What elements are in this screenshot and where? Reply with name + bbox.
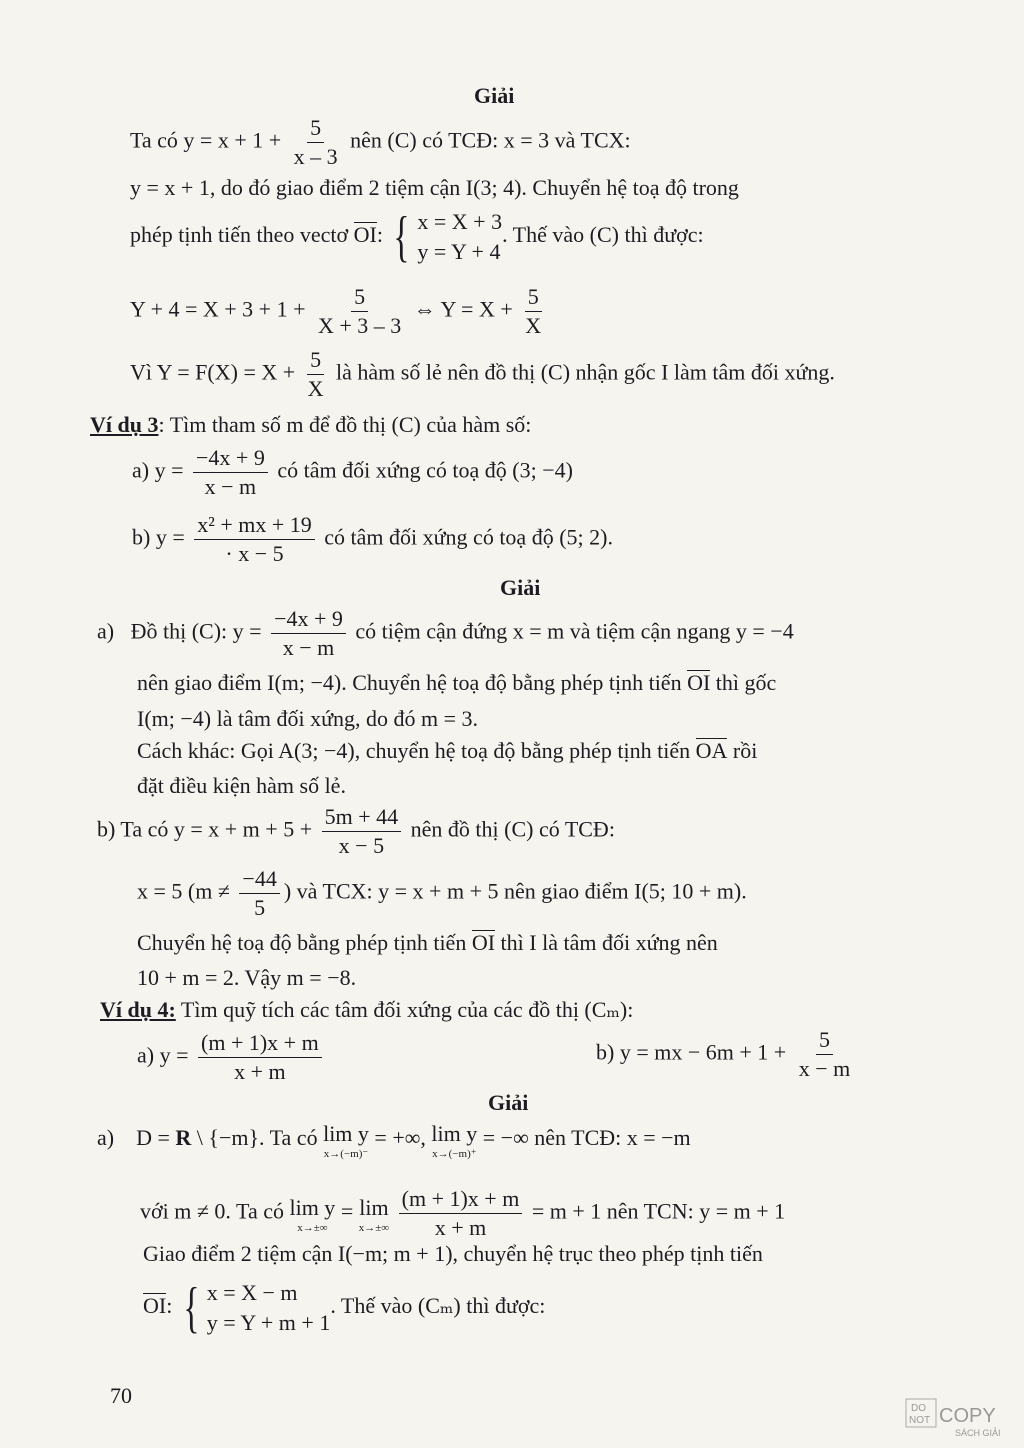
fraction (522, 284, 544, 339)
text: = −∞ nên TCĐ: x = −m (482, 1125, 691, 1151)
numerator: 5 (816, 1027, 833, 1055)
fraction (291, 115, 341, 170)
text-line (140, 1186, 785, 1241)
text: : Tìm tham số m để đồ thị (C) của hàm số: (158, 412, 532, 437)
text-line: Giao điểm 2 tiệm cận I(−m; m + 1), chuyển hệ trục theo phép tịnh tiến (143, 1241, 763, 1266)
item-label: a) (97, 1125, 115, 1151)
numerator: 5 (351, 284, 368, 312)
text-line (130, 347, 835, 402)
limit (289, 1194, 335, 1234)
text: . Thế vào (Cₘ) thì được: (330, 1293, 546, 1319)
watermark-logo-icon (905, 1398, 1005, 1440)
text: phép tịnh tiến theo vectơ (130, 222, 349, 248)
text-line (132, 445, 573, 500)
numerator: (m + 1)x + m (198, 1030, 322, 1058)
text: Y + 4 = X + 3 + 1 + (130, 296, 306, 322)
example-label: Ví dụ 3 (90, 412, 159, 437)
solution-heading: Giải (500, 575, 541, 600)
text: Chuyển hệ toạ độ bằng phép tịnh tiến (137, 930, 467, 955)
fraction (399, 1186, 523, 1241)
vector-oa: OA (695, 738, 728, 763)
text: rồi (732, 738, 758, 763)
text-line (137, 1030, 326, 1085)
watermark-text: SÁCH GIẢI (955, 1428, 1001, 1438)
text: = (340, 1198, 354, 1224)
text: a) y = (132, 457, 184, 483)
text: . Thế vào (C) thì được: (502, 222, 704, 248)
page-number: 70 (110, 1383, 132, 1408)
limit-subscript: x→±∞ (358, 1221, 390, 1234)
denominator: X (307, 376, 324, 401)
vector-oi: OI (353, 222, 377, 248)
system-row: x = X + 3 (417, 209, 503, 234)
text-line: I(m; −4) là tâm đối xứng, do đó m = 3. (137, 706, 479, 731)
denominator: x − 5 (338, 833, 385, 858)
denominator: X (525, 313, 542, 338)
example-4 (100, 996, 633, 1024)
text: Tìm quỹ tích các tâm đối xứng của các đồ thị (Cₘ): (180, 997, 634, 1022)
text: với m ≠ 0. Ta có (140, 1198, 284, 1224)
watermark-text: DO (911, 1403, 926, 1414)
text: có tâm đối xứng có toạ độ (5; 2). (324, 524, 613, 550)
fraction (198, 1030, 322, 1085)
text: có tiệm cận đứng x = m và tiệm cận ngang y = −4 (355, 618, 794, 644)
brace-icon: { (393, 206, 410, 268)
vector-oi: OI (687, 670, 711, 695)
fraction (239, 866, 279, 921)
equation-system (178, 1278, 330, 1338)
real-set-symbol: R (175, 1125, 192, 1151)
numerator: −4x + 9 (271, 606, 346, 634)
example-3 (90, 411, 531, 439)
text: Cách khác: Gọi A(3; −4), chuyển hệ toạ độ bằng phép tịnh tiến (137, 738, 691, 763)
system-row: y = Y + m + 1 (206, 1310, 331, 1335)
text: Đồ thị (C): y = (130, 618, 262, 644)
limit-subscript: x→±∞ (297, 1221, 328, 1234)
equation-system (388, 207, 502, 267)
limit-word: lim y (323, 1121, 369, 1146)
numerator: 5 (307, 115, 324, 143)
text-line (130, 115, 631, 170)
text: b) y = mx − 6m + 1 + (596, 1039, 787, 1065)
watermark-text: COPY (939, 1405, 996, 1427)
fraction (322, 804, 402, 859)
text-line (132, 512, 613, 567)
text: thì I là tâm đối xứng nên (500, 930, 718, 955)
text: x = 5 (m ≠ (137, 878, 230, 904)
numerator: −4x + 9 (193, 445, 268, 473)
text-line (130, 284, 548, 339)
brace-icon: { (183, 1277, 200, 1339)
do-not-copy-watermark (905, 1398, 1005, 1440)
vector-oi: OI (471, 930, 496, 955)
text: là hàm số lẻ nên đồ thị (C) nhận gốc I làm tâm đối xứng. (336, 359, 835, 385)
text: nên đồ thị (C) có TCĐ: (410, 816, 615, 842)
limit (323, 1120, 369, 1160)
vector-oi: OI (143, 1293, 167, 1319)
limit (359, 1194, 389, 1234)
item-label: a) (97, 618, 115, 644)
text: nên (C) có TCĐ: x = 3 và TCX: (350, 127, 631, 153)
text: b) Ta có y = x + m + 5 + (97, 816, 313, 842)
text-line (143, 1278, 545, 1338)
fraction (796, 1027, 854, 1082)
text-line (137, 929, 718, 957)
fraction (193, 445, 268, 500)
fraction (305, 347, 327, 402)
denominator: x − m (282, 635, 335, 660)
numerator: x² + mx + 19 (194, 512, 315, 540)
text-line: y = x + 1, do đó giao điểm 2 tiệm cận I(3; 4). Chuyển hệ toạ độ trong (130, 175, 739, 200)
text-line (130, 207, 704, 267)
text-line (97, 804, 615, 859)
text-line (137, 669, 776, 697)
limit-subscript: x→(−m)⁻ (323, 1148, 369, 1160)
numerator: −44 (239, 866, 279, 894)
denominator: x – 3 (293, 144, 338, 169)
text: = +∞, (374, 1125, 426, 1151)
limit-word: lim y (289, 1194, 336, 1220)
text: có tâm đối xứng có toạ độ (3; −4) (277, 457, 573, 483)
limit-subscript: x→(−m)⁺ (432, 1148, 477, 1160)
denominator: x − m (204, 474, 257, 499)
text-line: đặt điều kiện hàm số lẻ. (137, 773, 346, 798)
solution-heading: Giải (474, 83, 515, 108)
text: Vì Y = F(X) = X + (130, 359, 296, 385)
text: nên giao điểm I(m; −4). Chuyển hệ toạ độ bằng phép tịnh tiến (137, 670, 682, 695)
numerator: 5 (307, 347, 324, 375)
text: thì gốc (715, 670, 777, 695)
denominator: x − m (798, 1056, 851, 1081)
text: D = (136, 1125, 176, 1151)
limit (431, 1120, 477, 1160)
fraction (194, 512, 315, 567)
numerator: 5m + 44 (322, 804, 402, 832)
limit-word: lim y (431, 1121, 478, 1146)
denominator: 5 (254, 895, 266, 920)
text-line (137, 737, 757, 765)
text-line (97, 1120, 691, 1160)
text: \ {−m}. Ta có (191, 1125, 318, 1151)
text-line: 10 + m = 2. Vậy m = −8. (137, 965, 357, 990)
example-label: Ví dụ 4: (100, 997, 176, 1022)
numerator: 5 (525, 284, 542, 312)
text: : (166, 1293, 173, 1319)
system-row: x = X − m (206, 1280, 298, 1305)
denominator: X + 3 – 3 (318, 313, 402, 338)
text: Ta có y = x + 1 + (130, 127, 282, 153)
denominator: · x − 5 (225, 541, 284, 566)
fraction (315, 284, 404, 339)
limit-word: lim (359, 1194, 389, 1220)
text: ) và TCX: y = x + m + 5 nên giao điểm I(5; 10 + m). (283, 878, 747, 904)
watermark-text: NOT (909, 1415, 931, 1426)
text: : (376, 222, 383, 248)
text: = m + 1 nên TCN: y = m + 1 (531, 1198, 786, 1224)
numerator: (m + 1)x + m (399, 1186, 523, 1214)
solution-heading: Giải (488, 1090, 529, 1115)
text-line (137, 866, 747, 921)
denominator: x + m (434, 1215, 487, 1240)
fraction (271, 606, 346, 661)
text-line (97, 606, 794, 661)
text-line (596, 1027, 857, 1082)
text: a) y = (137, 1042, 189, 1068)
text: ⇔ Y = X + (413, 296, 513, 322)
text: b) y = (132, 524, 185, 550)
system-row: y = Y + 4 (417, 239, 501, 264)
denominator: x + m (234, 1059, 286, 1084)
